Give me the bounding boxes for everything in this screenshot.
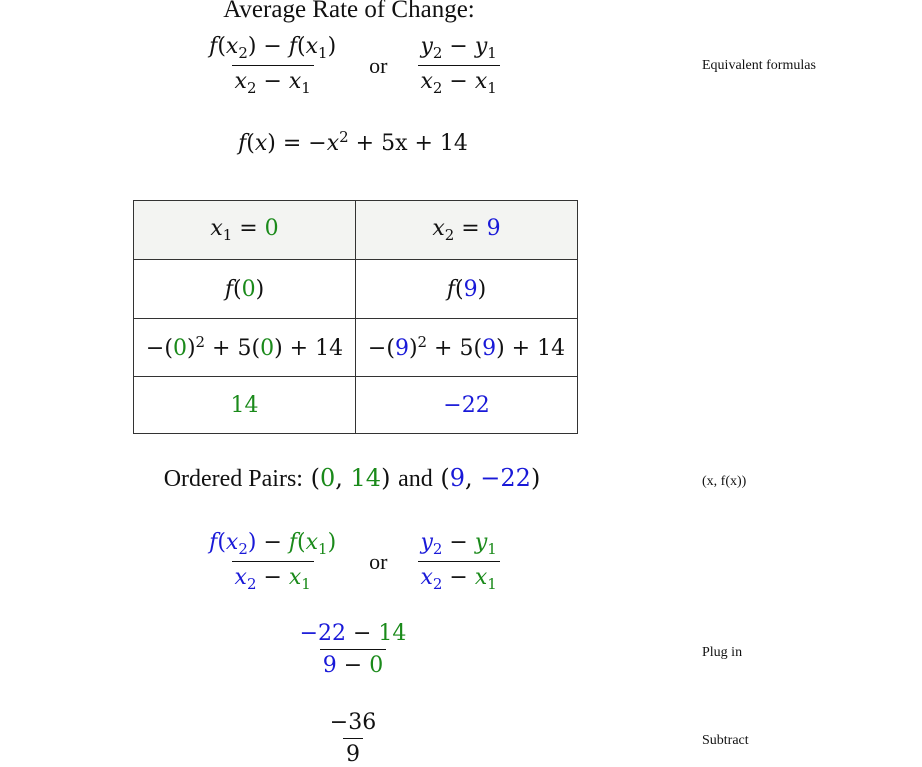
pairs-connector: and	[398, 466, 433, 492]
slope-difference-quotient: $\frac{y_2 - y_1}{x_2 - x_1}$	[417, 34, 499, 97]
pair1-x: 0	[319, 464, 336, 492]
x1-header: $x_1 = 0$	[134, 201, 356, 260]
x2-value: 9	[486, 215, 501, 241]
result-x2-value: −22	[443, 392, 490, 418]
plug-den-a: 9	[322, 653, 337, 678]
rate-of-change-formulas	[0, 34, 706, 97]
colored-formulas	[0, 530, 706, 593]
f-x1-arg: 0	[241, 276, 256, 302]
plug-num-b: 14	[378, 621, 407, 646]
plug-in-step	[0, 621, 706, 678]
note-pair-form: (x, f(x))	[702, 474, 747, 489]
f-x2-arg: 9	[463, 276, 478, 302]
ordered-pairs-label: Ordered Pairs:	[163, 466, 303, 492]
subtract-step	[0, 710, 706, 767]
pair2-x: 9	[449, 464, 466, 492]
result-x1	[134, 377, 356, 434]
sub-x2-b: 9	[482, 336, 497, 362]
subtract-num: −36	[329, 710, 377, 735]
colored-function-quotient: $\frac{f(x_2) - f(x_1)}{x_2 - x_1}$	[209, 530, 337, 594]
result-x1-value: 14	[230, 392, 259, 418]
sub-x1-a: 0	[172, 336, 187, 362]
function-definition: $f(x) = -x^2 + 5x + 14$	[238, 128, 468, 157]
note-equivalent-formulas: Equivalent formulas	[702, 58, 816, 73]
pair2-y: −22	[480, 464, 531, 492]
substitution-x2: $-(9)^2 + 5(9) + 14$	[356, 319, 578, 377]
sub-x2-a: 9	[394, 336, 409, 362]
page-title: Average Rate of Change:	[223, 0, 475, 23]
x2-header: $x_2 = 9$	[356, 201, 578, 260]
plug-den-b: 0	[369, 653, 384, 678]
note-subtract: Subtract	[702, 733, 749, 748]
colored-slope-quotient: $\frac{y_2 - y_1}{x_2 - x_1}$	[417, 530, 499, 593]
subtract-den: 9	[343, 738, 363, 767]
result-x2	[356, 377, 578, 434]
or-connector-2: or	[369, 548, 388, 574]
note-plug-in: Plug in	[702, 645, 743, 660]
sub-x1-b: 0	[260, 336, 275, 362]
f-of-x1: f(0)	[134, 260, 356, 319]
evaluation-table	[133, 200, 578, 434]
ordered-pairs: Ordered Pairs: (0, 14) and (9, −22)	[163, 464, 541, 492]
plug-in-fraction: $\frac{-22 - 14}{9 - 0}$	[299, 621, 407, 678]
plug-num-a: −22	[299, 621, 346, 646]
pair1-y: 14	[350, 464, 382, 492]
x1-value: 0	[264, 215, 279, 241]
substitution-x1: $-(0)^2 + 5(0) + 14$	[134, 319, 356, 377]
or-connector: or	[369, 52, 388, 78]
function-difference-quotient: $\frac{f(x_2) - f(x_1)}{x_2 - x_1}$	[209, 34, 337, 98]
subtract-fraction	[327, 710, 379, 767]
function-expression-tail: + 5x + 14	[355, 131, 468, 157]
f-of-x2: f(9)	[356, 260, 578, 319]
